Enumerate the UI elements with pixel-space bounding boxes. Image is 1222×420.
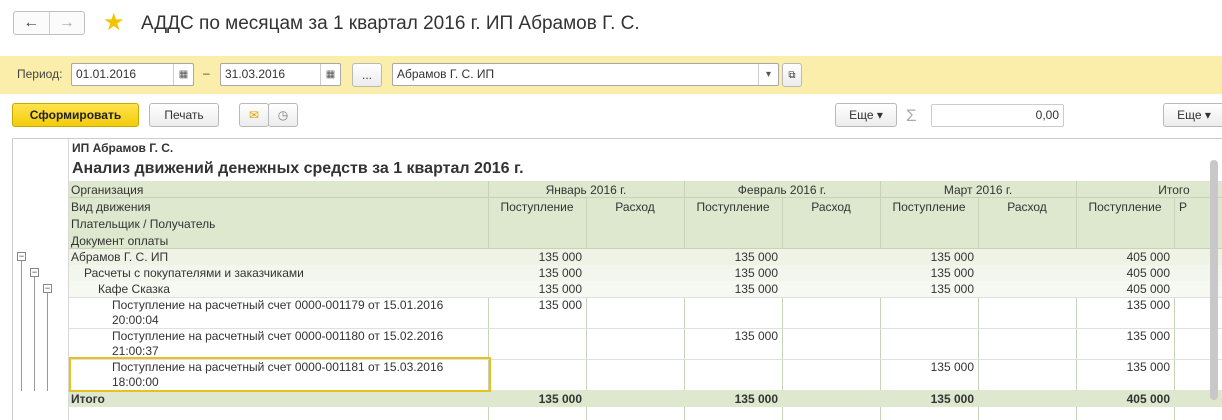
divider (586, 197, 587, 420)
generate-button[interactable]: Сформировать (12, 103, 139, 127)
cell-value: 135 000 (734, 329, 778, 343)
header-income: Поступление (696, 200, 770, 214)
dropdown-arrow-icon[interactable]: ▾ (758, 64, 778, 85)
header-february: Февраль 2016 г. (737, 183, 827, 197)
period-select-button[interactable]: ... (352, 63, 382, 87)
cell-value: 135 000 (734, 250, 778, 264)
row-label: Абрамов Г. С. ИП (71, 250, 169, 264)
cell-value: 405 000 (1126, 282, 1170, 296)
forward-button[interactable]: → (49, 12, 85, 34)
collapse-icon[interactable]: − (44, 283, 51, 293)
period-from-field[interactable] (71, 63, 194, 86)
header-payer: Плательщик / Получатель (71, 217, 216, 231)
more-button-label: Еще (849, 108, 874, 122)
cell-value: 135 000 (538, 266, 582, 280)
cell-value: 135 000 (538, 250, 582, 264)
divider (1174, 197, 1175, 420)
cell-value: 135 000 (538, 282, 582, 296)
row-label: Поступление на расчетный счет 0000-001180 от 15.02.2016 (112, 329, 444, 343)
cell-value: 405 000 (1126, 250, 1170, 264)
sum-icon: Σ (906, 106, 917, 125)
header-income: Поступление (500, 200, 574, 214)
tree-line (34, 271, 35, 391)
header-january: Январь 2016 г. (545, 183, 627, 197)
cell-value: 135 000 (930, 266, 974, 280)
print-button[interactable]: Печать (149, 103, 219, 127)
total-value: 135 000 (734, 392, 778, 406)
nav-buttons (13, 11, 85, 35)
sum-field: 0,00 (931, 104, 1064, 127)
calendar-icon[interactable]: ▦ (320, 64, 340, 85)
total-value: 135 000 (538, 392, 582, 406)
row-label-time: 18:00:00 (112, 375, 159, 389)
organization-field[interactable] (392, 63, 779, 86)
header-expense: Расход (615, 200, 655, 214)
window-title: АДДС по месяцам за 1 квартал 2016 г. ИП Абрамов Г. С. (141, 13, 640, 34)
row-label: Поступление на расчетный счет 0000-001179 от 15.01.2016 (112, 298, 444, 312)
org-name: ИП Абрамов Г. С. (72, 141, 174, 155)
collapse-icon[interactable]: − (31, 267, 38, 277)
open-link-icon[interactable]: ⧉ (782, 63, 802, 87)
row-label: Расчеты с покупателями и заказчиками (84, 266, 304, 280)
cell-value: 135 000 (734, 282, 778, 296)
table-row (69, 281, 1222, 297)
tree-line (47, 287, 48, 391)
row-label-time: 20:00:04 (112, 313, 159, 327)
divider (880, 181, 881, 420)
header-movement-type: Вид движения (71, 200, 151, 214)
tree-line (21, 255, 22, 391)
header-expense: Расход (1007, 200, 1047, 214)
report-spreadsheet[interactable] (12, 138, 1222, 420)
table-row (69, 249, 1222, 265)
more-button-2-label: Еще (1177, 108, 1202, 122)
collapse-icon[interactable]: − (18, 251, 25, 261)
history-clock-icon[interactable]: ◷ (268, 103, 298, 127)
total-label: Итого (71, 392, 105, 406)
header-expense: Р (1179, 200, 1188, 214)
cell-value: 135 000 (930, 282, 974, 296)
header-income: Поступление (892, 200, 966, 214)
cell-value: 135 000 (930, 250, 974, 264)
divider (684, 181, 685, 420)
period-from-value: 01.01.2016 (76, 67, 137, 81)
row-label: Поступление на расчетный счет 0000-001181 от 15.03.2016 (112, 360, 444, 374)
more-button-2[interactable]: Еще ▾ (1163, 103, 1222, 127)
email-icon[interactable]: ✉ (239, 103, 269, 127)
divider (782, 197, 783, 420)
cell-value: 135 000 (1126, 360, 1170, 374)
cell-value: 135 000 (1126, 329, 1170, 343)
period-dash: – (203, 66, 210, 80)
calendar-icon[interactable]: ▦ (173, 64, 193, 85)
vertical-scrollbar[interactable] (1210, 160, 1218, 400)
divider (978, 197, 979, 420)
period-to-field[interactable] (220, 63, 341, 86)
cell-value: 135 000 (1126, 298, 1170, 312)
header-income: Поступление (1088, 200, 1162, 214)
title-bar (0, 0, 1222, 52)
more-button[interactable]: Еще ▾ (835, 103, 897, 127)
header-payment-doc: Документ оплаты (71, 234, 169, 248)
total-value: 135 000 (930, 392, 974, 406)
period-to-value: 31.03.2016 (225, 67, 286, 81)
row-label: Кафе Сказка (98, 282, 170, 296)
period-label: Период: (17, 67, 63, 81)
cell-value: 135 000 (734, 266, 778, 280)
cell-value: 135 000 (930, 360, 974, 374)
back-button[interactable]: ← (23, 14, 40, 31)
row-label-time: 21:00:37 (112, 344, 159, 358)
total-row (69, 390, 1222, 407)
header-total: Итого (1158, 183, 1190, 197)
header-march: Март 2016 г. (943, 183, 1013, 197)
favorite-star-icon[interactable]: ★ (103, 9, 125, 36)
organization-value: Абрамов Г. С. ИП (397, 67, 495, 81)
cell-value: 135 000 (538, 298, 582, 312)
period-bar (0, 56, 1222, 94)
cell-value: 405 000 (1126, 266, 1170, 280)
header-expense: Расход (811, 200, 851, 214)
header-organization: Организация (71, 183, 144, 197)
report-heading: Анализ движений денежных средств за 1 квартал 2016 г. (72, 160, 524, 177)
total-value: 405 000 (1126, 392, 1170, 406)
